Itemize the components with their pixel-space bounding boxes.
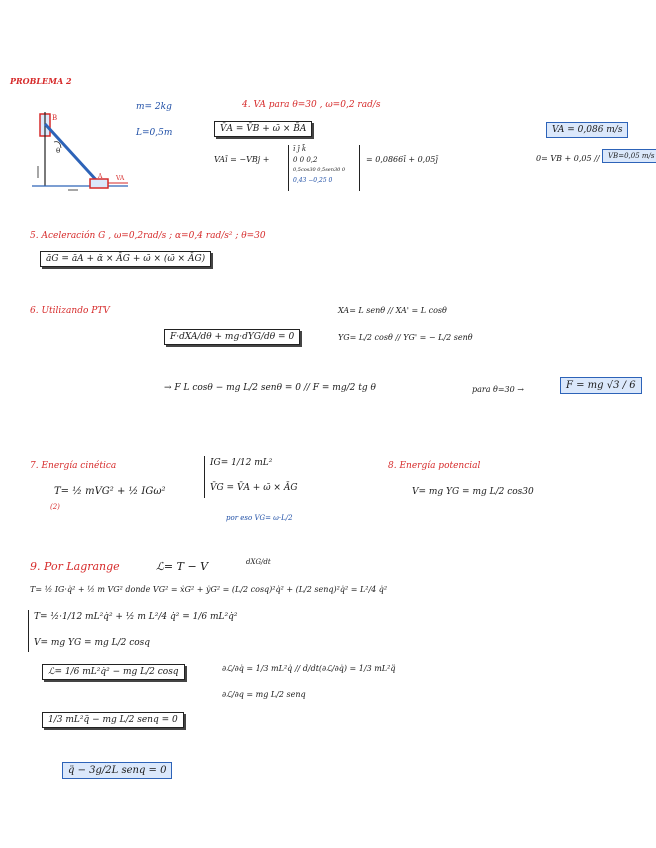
s6-boxed-eq: F·dXA/dθ + mg·dYG/dθ = 0 bbox=[164, 329, 300, 345]
s8-heading: 8. Energía potencial bbox=[388, 461, 481, 471]
s9-lagrangian-box: ℒ= 1/6 mL²q̇² − mg L/2 cosq bbox=[42, 664, 185, 680]
s9-annot: dXG/dt bbox=[246, 558, 271, 566]
s7-t-eq: T= ½ mVG² + ½ IGω² bbox=[54, 486, 166, 497]
s9-heading: 9. Por Lagrange bbox=[30, 560, 120, 573]
s4-vb-line: 0= VB + 0,05 // bbox=[536, 154, 600, 163]
label-va: VA bbox=[116, 175, 125, 182]
det-row3: 0,5cos30 0,5sen30 0 bbox=[293, 167, 346, 173]
s9-d1: ∂ℒ/∂q̇ = 1/3 mL²q̇ // d/dt(∂ℒ/∂q̇) = 1/3 mL²q̈ bbox=[222, 664, 396, 673]
s9-t-line: T= ½ IG·q̇² + ½ m VG² donde VG² = ẋG² + ẏG² = (L/2 cosq)²q̇² + (L/2 senq)²q̇² = L²/4 q̇² bbox=[30, 585, 388, 594]
s7-vg: V̄G = V̄A + ω̄ × ĀG bbox=[210, 483, 298, 493]
s7-brace bbox=[204, 456, 207, 498]
s4-determinant bbox=[288, 145, 360, 191]
s9-v-sys: V= mg YG = mg L/2 cosq bbox=[34, 638, 151, 648]
s7-t-sub: (2) bbox=[50, 503, 60, 511]
s7-heading: 7. Energía cinética bbox=[30, 461, 117, 471]
det-row2: 0 0 0,2 bbox=[293, 156, 318, 164]
s9-lagr: ℒ= T − V bbox=[156, 560, 209, 573]
s4-expand-right: = 0,0866ī + 0,05j̄ bbox=[366, 155, 438, 164]
det-row4: 0,43 −0,25 0 bbox=[293, 177, 333, 184]
label-a: A bbox=[98, 173, 103, 180]
slider-a bbox=[90, 179, 108, 188]
s6-heading: 6. Utilizando PTV bbox=[30, 306, 110, 316]
given-mass: m= 2kg bbox=[136, 102, 172, 112]
s4-boxed-eq: V̄A = V̄B + ω̄ × B̄A bbox=[214, 121, 312, 137]
s8-v-eq: V= mg YG = mg L/2 cos30 bbox=[412, 487, 534, 497]
s9-brace bbox=[28, 610, 31, 652]
bar-ab bbox=[45, 124, 98, 182]
s4-expand-left: VAī = −VBj + bbox=[214, 155, 270, 164]
s9-final: q̈ − 3g/2L senq = 0 bbox=[62, 762, 172, 779]
mechanism-diagram bbox=[28, 108, 138, 193]
s4-vb-result: VB=0,05 m/s bbox=[602, 149, 656, 163]
s9-d2: ∂ℒ/∂q = mg L/2 senq bbox=[222, 690, 306, 699]
label-b: B bbox=[52, 114, 58, 122]
s4-va-result: VA = 0,086 m/s bbox=[546, 122, 628, 138]
s9-t-sys: T= ½·1/12 mL²q̇² + ½ m L²/4 q̇² = 1/6 mL²q̇² bbox=[34, 612, 238, 622]
s9-eq-box: 1/3 mL²q̈ − mg L/2 senq = 0 bbox=[42, 712, 184, 728]
s6-derive: → F L cosθ − mg L/2 senθ = 0 // F = mg/2 tg θ bbox=[164, 383, 376, 393]
problem-title: PROBLEMA 2 bbox=[10, 76, 72, 86]
given-length: L=0,5m bbox=[136, 128, 173, 138]
det-row1: ī j̄ k̄ bbox=[293, 145, 307, 153]
s5-boxed-eq: āG = āA + ᾱ × ĀG + ω̄ × (ω̄ × ĀG) bbox=[40, 251, 211, 267]
s4-heading: 4. VA para θ=30 , ω=0,2 rad/s bbox=[242, 100, 381, 110]
s5-heading: 5. Aceleración G , ω=0,2rad/s ; α=0,4 rad/s² ; θ=30 bbox=[30, 231, 266, 241]
s6-xa-line: XA= L senθ // XA' = L cosθ bbox=[338, 306, 447, 315]
s6-yg-line: YG= L/2 cosθ // YG' = − L/2 senθ bbox=[338, 333, 473, 342]
s6-result: F = mg √3 / 6 bbox=[560, 377, 642, 394]
s6-para: para θ=30 → bbox=[472, 385, 524, 394]
s7-ig: IG= 1/12 mL² bbox=[210, 458, 273, 468]
label-theta: θ bbox=[56, 147, 61, 155]
s7-note: por eso VG= ω·L/2 bbox=[226, 514, 293, 522]
